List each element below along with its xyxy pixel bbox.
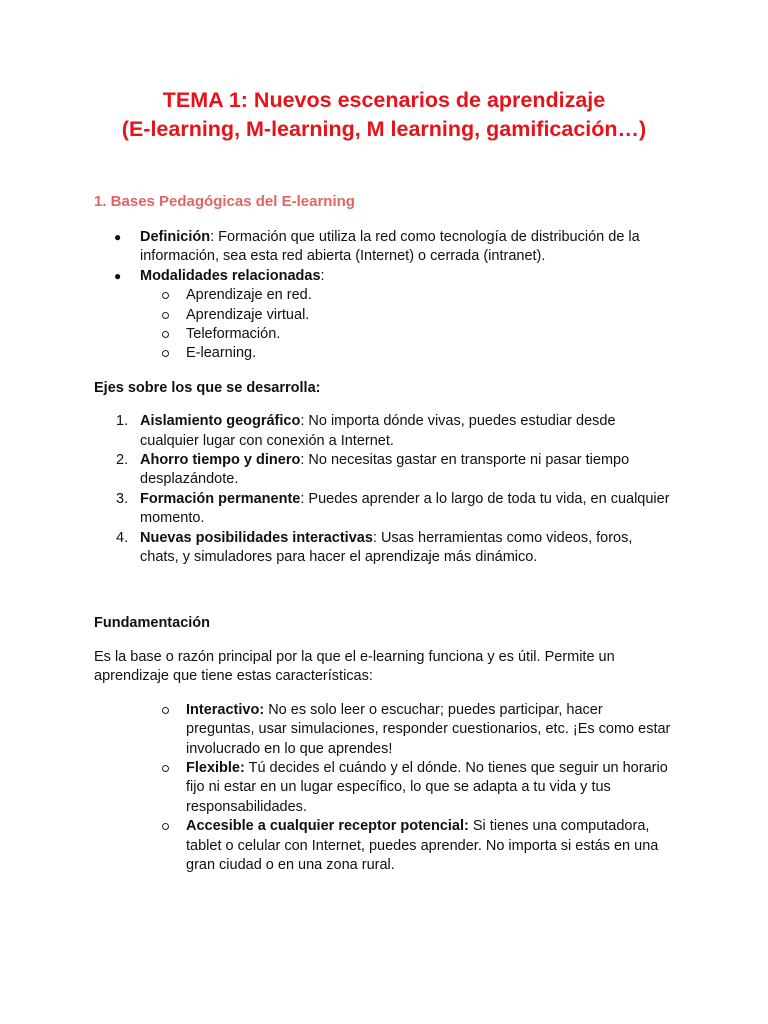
- list-item: 2. Ahorro tiempo y dinero: No necesitas gastar en transporte ni pasar tiempo desplazándote.: [116, 452, 630, 488]
- ejes-list: [94, 412, 674, 567]
- circle-bullet-icon: [162, 331, 169, 338]
- section-heading-bases: 1. Bases Pedagógicas del E-learning: [94, 193, 355, 210]
- bullet-icon: ●: [114, 230, 122, 244]
- circle-bullet-icon: [162, 823, 169, 830]
- fundamentacion-intro: Es la base o razón principal por la que el e-learning funciona y es útil. Permite un aprendizaje que tiene estas características:: [94, 648, 615, 685]
- circle-bullet-icon: [162, 707, 169, 714]
- list-item: 4. Nuevas posibilidades interactivas: Usas herramientas como videos, foros, chats, y simuladores para hacer el aprendizaje más dinámico.: [116, 529, 633, 566]
- title-line-2: (E-learning, M-learning, M learning, gamificación…): [121, 117, 647, 141]
- list-item: Teleformación.: [186, 325, 674, 344]
- list-item: Aprendizaje virtual.: [186, 306, 674, 325]
- title-line-1: TEMA 1: Nuevos escenarios de aprendizaje: [162, 88, 606, 112]
- circle-bullet-icon: [162, 350, 169, 357]
- definition-list: [94, 228, 674, 286]
- modalidades-colon: :: [320, 267, 325, 284]
- document-title: [94, 0, 674, 144]
- fundamentacion-heading: Fundamentación: [94, 614, 211, 631]
- modalidades-label: Modalidades relacionadas: [140, 267, 321, 284]
- circle-bullet-icon: [162, 292, 169, 299]
- list-item: Interactivo: No es solo leer o escuchar; puedes participar, hacer preguntas, usar simulaciones, responder cuestionarios, etc. ¡Es como estar involucrado en lo que aprendes!: [186, 701, 674, 759]
- list-item: 3. Formación permanente: Puedes aprender a lo largo de toda tu vida, en cualquier momento.: [116, 490, 670, 527]
- circle-bullet-icon: [162, 312, 169, 319]
- characteristics-list: [94, 701, 674, 876]
- list-item: Accesible a cualquier receptor potencial: Si tienes una computadora, tablet o celular con Internet, puedes aprender. No importa si estás en una gran ciudad o en una zona rural.: [186, 817, 674, 875]
- list-item: Aprendizaje en red.: [186, 286, 674, 305]
- bullet-icon: ●: [114, 268, 122, 283]
- list-item: Flexible: Tú decides el cuándo y el dónde. No tienes que seguir un horario fijo ni estar en un lugar específico, lo que se adapta a tu vida y tus responsabilidades.: [186, 759, 674, 817]
- circle-bullet-icon: [162, 765, 169, 772]
- ejes-heading: Ejes sobre los que se desarrolla:: [94, 379, 321, 396]
- list-item-definicion: [94, 228, 674, 267]
- modalidades-sublist: [94, 286, 674, 364]
- definicion-label: Definición: [140, 229, 211, 245]
- definicion-text: : Formación que utiliza la red como tecnología de distribución de la información, sea esta red abierta (Internet) o cerrada (intranet).: [140, 229, 640, 265]
- list-item: E-learning.: [186, 344, 674, 363]
- list-item-modalidades: [94, 267, 674, 286]
- list-item: 1. Aislamiento geográfico: No importa dónde vivas, puedes estudiar desde cualquier lugar con conexión a Internet.: [116, 413, 616, 449]
